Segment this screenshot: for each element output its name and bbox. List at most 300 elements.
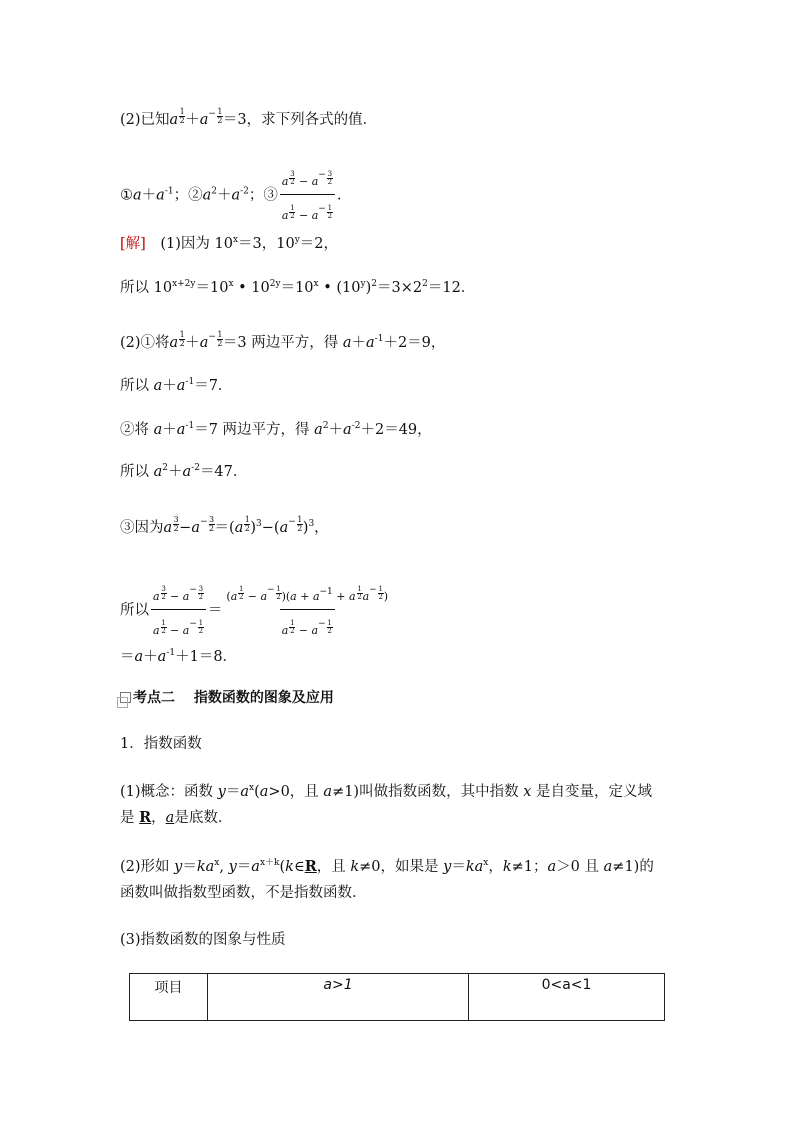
superscript: 2 [371, 279, 377, 289]
power-expression [280, 512, 303, 538]
math-var: ka [465, 859, 484, 875]
exponent-denominator: 2 [217, 339, 223, 348]
text-run: ＝12． [427, 280, 476, 296]
text-run: ＝47． [199, 464, 248, 480]
table-header-a-gt-1: a>1 [208, 974, 469, 1021]
math-var: a [182, 624, 190, 637]
text-line [120, 104, 377, 130]
text-run: ＋ [351, 335, 367, 351]
denominator [280, 609, 335, 641]
exponent-numerator: 1 [239, 585, 244, 593]
text-run: ＝10 [195, 280, 229, 296]
text-run: − [166, 590, 183, 603]
text-run: − [244, 590, 261, 603]
fraction-exponent [289, 171, 295, 186]
superscript: y [294, 235, 300, 245]
fraction-exponent [289, 205, 295, 220]
exp-function-table [129, 973, 665, 1021]
text-run: • 10 [233, 280, 270, 296]
minus-sign: − [318, 619, 326, 629]
power-expression [183, 614, 204, 641]
math-var: a [191, 520, 200, 536]
fraction-exponent [327, 171, 333, 186]
superscript: 2y [269, 279, 281, 289]
exponent-denominator: 2 [357, 593, 362, 601]
exponent-numerator: 1 [357, 585, 362, 593]
superscript: -2 [240, 186, 249, 197]
math-var: a [169, 112, 179, 128]
exponent-numerator: 3 [198, 585, 204, 593]
text-run: ＋2＝49， [360, 422, 432, 438]
text-run: ②将 [120, 422, 154, 438]
text-run: ) [302, 520, 309, 536]
math-var: k [502, 859, 512, 875]
text-run: − [166, 624, 183, 637]
exponent-denominator: 2 [276, 593, 281, 601]
superscript: 3 [256, 519, 262, 529]
exponent-denominator: 2 [198, 627, 204, 635]
text-run: (2)已知 [120, 112, 170, 128]
section-heading [120, 688, 334, 708]
text-run: 1．指数函数 [120, 736, 202, 752]
math-var: a [547, 859, 557, 875]
text-run: ∈ [293, 859, 305, 875]
math-var: a [290, 590, 297, 603]
exponent-numerator: 3 [161, 585, 166, 593]
superscript: 2 [211, 186, 217, 197]
math-var: a [169, 335, 179, 351]
math-var: a [349, 590, 356, 603]
text-line [120, 230, 338, 254]
text-run: ＝2， [299, 236, 339, 252]
power-expression [312, 614, 333, 641]
math-var: y [217, 784, 226, 800]
math-var: a [176, 378, 186, 394]
text-run: (1)因为 10 [145, 236, 233, 252]
text-run: (2)形如 [120, 859, 175, 875]
fraction [151, 580, 206, 641]
exponent-numerator: 1 [179, 107, 185, 116]
text-run: ＋ [185, 335, 200, 351]
fraction-exponent [244, 516, 250, 533]
math-var: a [182, 590, 190, 603]
text-run: ＋ [143, 649, 158, 665]
text-run: ＋1＝8． [175, 649, 238, 665]
power-expression [282, 205, 296, 226]
exponent-numerator: 1 [217, 330, 223, 339]
text-run: ① [120, 187, 133, 204]
exponent-denominator: 2 [378, 593, 383, 601]
minus-sign: − [208, 332, 216, 342]
minus-sign: − [318, 204, 326, 214]
text-line [120, 416, 432, 440]
superscript: x [214, 858, 220, 868]
minus-sign: − [369, 585, 377, 595]
math-var: a [281, 624, 289, 637]
minus-sign: − [318, 170, 326, 180]
superscript: -2 [351, 421, 361, 431]
text-run: 是 [120, 810, 140, 826]
exponent-numerator: 1 [198, 619, 204, 627]
exponent-numerator: 1 [327, 619, 332, 627]
text-run: 考点二 指数函数的图象及应用 [133, 690, 334, 706]
text-line [120, 778, 652, 802]
math-var: a [156, 187, 165, 204]
minus-sign: − [199, 517, 208, 527]
math-var: a [199, 112, 209, 128]
power-expression [312, 199, 333, 226]
power-expression [153, 620, 167, 641]
exponent-numerator: 1 [217, 107, 223, 116]
text-run: ＝ [236, 859, 252, 875]
text-run: (3)指数函数的图象与性质 [120, 932, 286, 948]
exponent-denominator: 2 [198, 593, 204, 601]
math-var: a [311, 209, 319, 222]
text-run: ＝3 两边平方，得 [222, 335, 343, 351]
superscript: 2 [422, 279, 428, 289]
fraction [224, 580, 390, 641]
text-run: ≠1； [511, 859, 548, 875]
text-run: − [295, 209, 312, 222]
text-run: − [295, 175, 312, 188]
text-run: ＋2＝9， [383, 335, 446, 351]
text-run: ③因为 [120, 520, 164, 536]
fraction-exponent [161, 586, 167, 601]
superscript: x＋k [259, 858, 280, 868]
text-run: ( [279, 859, 286, 875]
power-expression [191, 512, 214, 538]
fraction-exponent [327, 620, 333, 635]
superscript: x [313, 279, 319, 289]
text-run: 所以 10 [120, 280, 173, 296]
superscript: x+2y [172, 279, 196, 289]
fraction-exponent [173, 516, 179, 533]
fraction-exponent [327, 205, 333, 220]
fraction-exponent [238, 586, 244, 601]
power-expression [282, 620, 296, 641]
text-run: ＝7． [194, 378, 233, 394]
text-run: ；② [173, 187, 203, 204]
power-expression [200, 327, 223, 353]
exponent-numerator: 1 [290, 619, 295, 627]
denominator [151, 609, 206, 641]
text-line [120, 372, 232, 396]
text-line [120, 274, 475, 298]
power-expression [183, 580, 204, 607]
exponent-numerator: 1 [327, 204, 333, 212]
underlined-blank: R [139, 809, 152, 826]
math-var: a [240, 784, 250, 800]
power-expression [260, 580, 281, 607]
exponent-denominator: 2 [290, 178, 295, 186]
superscript: 3 [308, 519, 315, 529]
text-run: . [336, 187, 342, 204]
text-run: ＋ [185, 112, 200, 128]
text-run: ＝7 两边平方，得 [194, 422, 315, 438]
math-var: a [343, 422, 352, 438]
math-var: a [314, 422, 323, 438]
text-line [120, 512, 329, 538]
text-line [120, 734, 202, 754]
text-run: + [296, 590, 313, 603]
exponent-numerator: 1 [378, 585, 383, 593]
text-run: ≠0，如果是 [359, 859, 444, 875]
superscript: x [228, 279, 234, 289]
text-run: ＋ [162, 422, 177, 438]
math-var: a [153, 422, 163, 438]
minus-sign: − [208, 109, 216, 119]
text-run: + [332, 590, 350, 603]
superscript: 2 [322, 421, 329, 431]
math-var: a [259, 784, 269, 800]
power-expression [282, 171, 296, 192]
math-var: k [285, 859, 294, 875]
power-expression [164, 516, 180, 538]
superscript: y [360, 279, 366, 289]
fraction-exponent [161, 620, 167, 635]
text-run: ， [151, 810, 166, 826]
text-run: (2)①将 [120, 335, 170, 351]
math-var: a [279, 520, 289, 536]
exponent-denominator: 2 [161, 627, 166, 635]
superscript: -1 [166, 648, 176, 658]
math-var: a [251, 859, 260, 875]
exponent-denominator: 2 [217, 116, 223, 125]
math-var: k [350, 859, 360, 875]
minus-sign: − [189, 619, 197, 629]
math-var: a [153, 590, 160, 603]
exponent-denominator: 2 [179, 116, 185, 125]
fraction-exponent [209, 516, 215, 533]
fraction-exponent [179, 108, 185, 125]
text-line [120, 883, 367, 903]
math-var: x [523, 784, 532, 800]
text-run: • (10 [318, 280, 361, 296]
math-var: a [157, 649, 167, 665]
text-run: ≠1)的 [612, 859, 654, 875]
text-line [120, 165, 341, 226]
math-var: a [176, 422, 186, 438]
fraction-exponent [289, 620, 295, 635]
numerator [280, 165, 335, 194]
power-expression [235, 516, 251, 538]
math-var: a [153, 464, 163, 480]
text-run: >0，且 [268, 784, 324, 800]
text-run: (1)概念：函数 [120, 784, 218, 800]
text-run: ) [250, 520, 257, 536]
text-line [120, 580, 392, 641]
solution-label: [解] [120, 236, 146, 252]
text-run: ≠1)叫做指数函数，其中指数 [332, 784, 524, 800]
math-var: a [133, 187, 142, 204]
text-run: 是自变量，定义域 [531, 784, 652, 800]
exponent-numerator: 3 [327, 170, 333, 178]
fraction-exponent [198, 586, 204, 601]
text-run: ＞0 且 [556, 859, 604, 875]
exponent-denominator: 2 [290, 212, 295, 220]
text-run: ，且 [316, 859, 351, 875]
fraction-exponent [217, 108, 223, 125]
text-run: ＋ [162, 378, 177, 394]
superscript: 2 [162, 463, 168, 473]
text-line [120, 808, 232, 828]
text-line [120, 853, 654, 877]
exponent-denominator: 2 [327, 627, 332, 635]
text-run: )( [281, 590, 291, 603]
exponent-denominator: 2 [179, 339, 185, 348]
superscript: -1 [185, 377, 195, 387]
power-expression [153, 586, 167, 607]
text-run: , [219, 859, 229, 875]
math-var: a [281, 209, 289, 222]
power-expression [349, 586, 363, 607]
text-run: ＝ [225, 784, 241, 800]
text-run: ， [314, 520, 329, 536]
superscript: -1 [374, 334, 384, 344]
math-var: y [228, 859, 237, 875]
text-run: ；③ [248, 187, 278, 204]
superscript: −1 [319, 587, 333, 597]
text-run: ＋ [141, 187, 157, 204]
exponent-denominator: 2 [244, 524, 250, 533]
exponent-denominator: 2 [173, 524, 179, 533]
fraction-exponent [297, 516, 303, 533]
math-var: a [603, 859, 613, 875]
fraction-exponent [378, 586, 384, 601]
text-run: ＝ [120, 649, 135, 665]
text-run: 是底数． [174, 810, 233, 826]
fraction-exponent [217, 331, 223, 348]
exponent-denominator: 2 [239, 593, 244, 601]
exponent-numerator: 1 [276, 585, 281, 593]
math-var: a [366, 335, 375, 351]
exponent-denominator: 2 [297, 524, 303, 533]
power-expression [200, 104, 223, 130]
text-run: ＝3，10 [238, 236, 295, 252]
math-var: a [153, 624, 160, 637]
exponent-numerator: 1 [179, 330, 185, 339]
text-run: ＋ [216, 187, 232, 204]
math-var: a [182, 464, 192, 480]
math-var: a [342, 335, 352, 351]
superscript: x [249, 783, 255, 793]
text-run: ＋ [168, 464, 183, 480]
exponent-numerator: 3 [208, 515, 215, 524]
exponent-numerator: 3 [173, 515, 179, 524]
exponent-denominator: 2 [290, 627, 295, 635]
underlined-blank: R [304, 858, 317, 875]
text-run: ＝ [207, 602, 223, 619]
text-run: ＝10 [280, 280, 314, 296]
numerator [151, 580, 206, 609]
exponent-numerator: 1 [290, 204, 295, 212]
power-expression [231, 586, 245, 607]
table-header-item: 项目 [130, 974, 208, 1021]
math-var: y [443, 859, 452, 875]
table-header-a-lt-1: 0<a<1 [469, 974, 665, 1021]
text-line [120, 327, 445, 353]
math-var: a [231, 187, 241, 204]
math-var: a [230, 590, 238, 603]
text-run: ＝3，求下列各式的值． [222, 112, 378, 128]
math-var: a [312, 590, 320, 603]
exponent-denominator: 2 [327, 212, 333, 220]
minus-sign: − [288, 517, 296, 527]
power-expression [170, 331, 186, 353]
text-run: 所以 [120, 378, 154, 394]
text-run: − [179, 520, 192, 536]
text-run: ＋ [328, 422, 344, 438]
power-expression [312, 165, 333, 192]
text-run: ， [488, 859, 503, 875]
exponent-numerator: 1 [161, 619, 166, 627]
text-run: 所以 [120, 464, 154, 480]
exponent-denominator: 2 [208, 524, 215, 533]
text-run: ＝( [214, 520, 235, 536]
math-var: a [362, 590, 370, 603]
fraction-exponent [276, 586, 282, 601]
exponent-numerator: 1 [297, 515, 303, 524]
math-var: ka [196, 859, 215, 875]
exponent-denominator: 2 [161, 593, 166, 601]
text-run: ＝ [451, 859, 466, 875]
text-run: ( [226, 590, 231, 603]
text-line [120, 930, 286, 950]
text-run: ＝ [182, 859, 197, 875]
power-expression [170, 108, 186, 130]
section-icon [120, 692, 131, 703]
text-run: −( [261, 520, 280, 536]
underlined-blank: a [165, 810, 175, 826]
math-var: a [202, 187, 212, 204]
fraction [280, 165, 335, 226]
minus-sign: − [267, 585, 275, 595]
math-var: a [311, 624, 319, 637]
table-header-row [130, 974, 665, 1021]
superscript: x [483, 858, 489, 868]
superscript: -2 [191, 463, 200, 473]
minus-sign: − [189, 585, 197, 595]
text-line [120, 458, 247, 482]
denominator [280, 194, 335, 226]
math-var: y [174, 859, 183, 875]
text-run: ) [365, 280, 372, 296]
math-var: a [134, 649, 144, 665]
superscript: -1 [185, 421, 195, 431]
superscript: -1 [164, 186, 174, 197]
numerator [224, 580, 390, 609]
exponent-numerator: 3 [290, 170, 295, 178]
power-expression [363, 580, 384, 607]
text-run: ) [383, 590, 388, 603]
math-var: a [153, 378, 163, 394]
text-run: ＝3×2 [377, 280, 423, 296]
math-var: a [199, 335, 209, 351]
exponent-numerator: 1 [244, 515, 250, 524]
superscript: x [232, 235, 239, 245]
math-var: a [260, 590, 268, 603]
text-run: − [295, 624, 312, 637]
fraction-exponent [179, 331, 185, 348]
text-run: 函数叫做指数型函数，不是指数函数． [120, 885, 367, 901]
math-var: a [281, 175, 289, 188]
text-line [120, 643, 237, 667]
fraction-exponent [198, 620, 204, 635]
math-var: a [163, 520, 173, 536]
exponent-denominator: 2 [327, 178, 333, 186]
text-run: 所以 [120, 602, 149, 619]
math-var: a [311, 175, 319, 188]
